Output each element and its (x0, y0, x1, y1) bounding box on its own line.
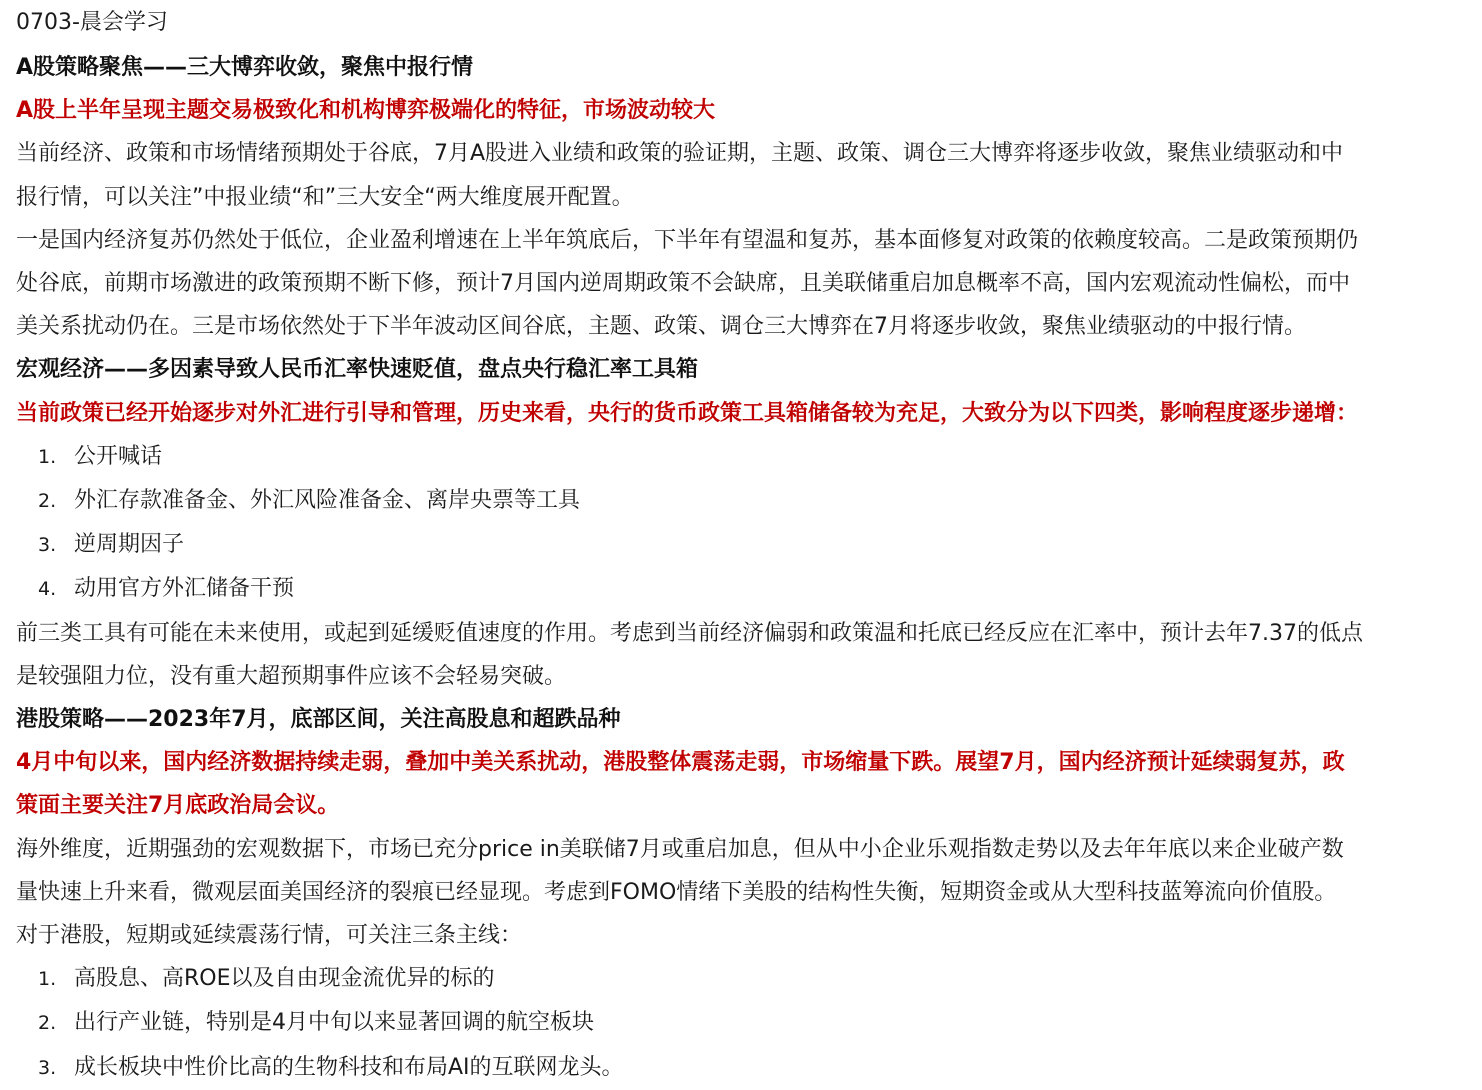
section-hk-heading: 港股策略——2023年7月，底部区间，关注高股息和超跌品种 (16, 707, 621, 733)
list-item (16, 479, 1466, 523)
section-hk-highlight-line-1: 4月中旬以来，国内经济数据持续走弱，叠加中美关系扰动，港股整体震荡走弱，市场缩量下跌。展望7月，国内经济预计延续弱复苏，政 (16, 750, 1345, 776)
list-item (16, 523, 1466, 567)
list-item (16, 957, 1466, 1001)
list-number: 1. (38, 445, 57, 468)
list-text: 动用官方外汇储备干预 (74, 576, 295, 602)
list-text: 高股息、高ROE以及自由现金流优异的标的 (74, 966, 495, 992)
document-title: 0703-晨会学习 (16, 10, 168, 35)
section-hk-highlight-line-2: 策面主要关注7月底政治局会议。 (16, 793, 340, 819)
list-text: 逆周期因子 (74, 532, 185, 558)
section-a-paragraph-1-line-1: 当前经济、政策和市场情绪预期处于谷底，7月A股进入业绩和政策的验证期，主题、政策、调仓三大博弈将逐步收敛，聚焦业绩驱动和中 (16, 141, 1344, 167)
section-macro-paragraph-line-1: 前三类工具有可能在未来使用，或起到延缓贬值速度的作用。考虑到当前经济偏弱和政策温和托底已经反应在汇率中，预计去年7.37的低点 (16, 620, 1363, 646)
list-text: 成长板块中性价比高的生物科技和布局AI的互联网龙头。 (74, 1054, 624, 1080)
list-text: 公开喊话 (74, 443, 163, 469)
list-number: 3. (38, 534, 57, 557)
list-number: 2. (38, 490, 57, 513)
section-macro-paragraph-line-2: 是较强阻力位，没有重大超预期事件应该不会轻易突破。 (16, 663, 567, 689)
list-text: 外汇存款准备金、外汇风险准备金、离岸央票等工具 (74, 488, 581, 514)
section-macro-highlight: 当前政策已经开始逐步对外汇进行引导和管理，历史来看，央行的货币政策工具箱储备较为充足，大致分为以下四类，影响程度逐步递增： (16, 400, 1359, 426)
section-a-heading: A股策略聚焦——三大博弈收敛，聚焦中报行情 (16, 55, 474, 80)
list-text: 出行产业链，特别是4月中旬以来显著回调的航空板块 (74, 1010, 594, 1036)
list-number: 2. (38, 1012, 57, 1035)
list-item (16, 1001, 1466, 1045)
section-a-paragraph-2-line-1: 一是国内经济复苏仍然处于低位，企业盈利增速在上半年筑底后，下半年有望温和复苏，基本面修复对政策的依赖度较高。二是政策预期仍 (16, 227, 1359, 253)
list-item (16, 567, 1466, 611)
list-item (16, 1046, 1466, 1090)
section-a-paragraph-2-line-2: 处谷底，前期市场激进的政策预期不断下修，预计7月国内逆周期政策不会缺席，且美联储重启加息概率不高，国内宏观流动性偏松，而中 (16, 271, 1351, 297)
section-macro-heading: 宏观经济——多因素导致人民币汇率快速贬值，盘点央行稳汇率工具箱 (16, 357, 699, 383)
section-hk-paragraph-line-2: 量快速上升来看，微观层面美国经济的裂痕已经显现。考虑到FOMO情绪下美股的结构性失衡，短期资金或从大型科技蓝筹流向价值股。 (16, 879, 1337, 905)
section-hk-paragraph-line-1: 海外维度，近期强劲的宏观数据下，市场已充分price in美联储7月或重启加息，但从中小企业乐观指数走势以及去年年底以来企业破产数 (16, 836, 1344, 862)
section-a-highlight: A股上半年呈现主题交易极致化和机构博弈极端化的特征，市场波动较大 (16, 98, 716, 124)
list-number: 4. (38, 578, 57, 601)
section-a-paragraph-1-line-2: 报行情，可以关注”中报业绩“和”三大安全“两大维度展开配置。 (16, 184, 634, 210)
list-number: 1. (38, 968, 57, 991)
section-a-paragraph-2-line-3: 美关系扰动仍在。三是市场依然处于下半年波动区间谷底，主题、政策、调仓三大博弈在7月将逐步收敛，聚焦业绩驱动的中报行情。 (16, 314, 1307, 340)
list-number: 3. (38, 1056, 57, 1079)
list-item (16, 435, 1466, 479)
section-hk-paragraph-line-3: 对于港股，短期或延续震荡行情，可关注三条主线： (16, 923, 523, 949)
